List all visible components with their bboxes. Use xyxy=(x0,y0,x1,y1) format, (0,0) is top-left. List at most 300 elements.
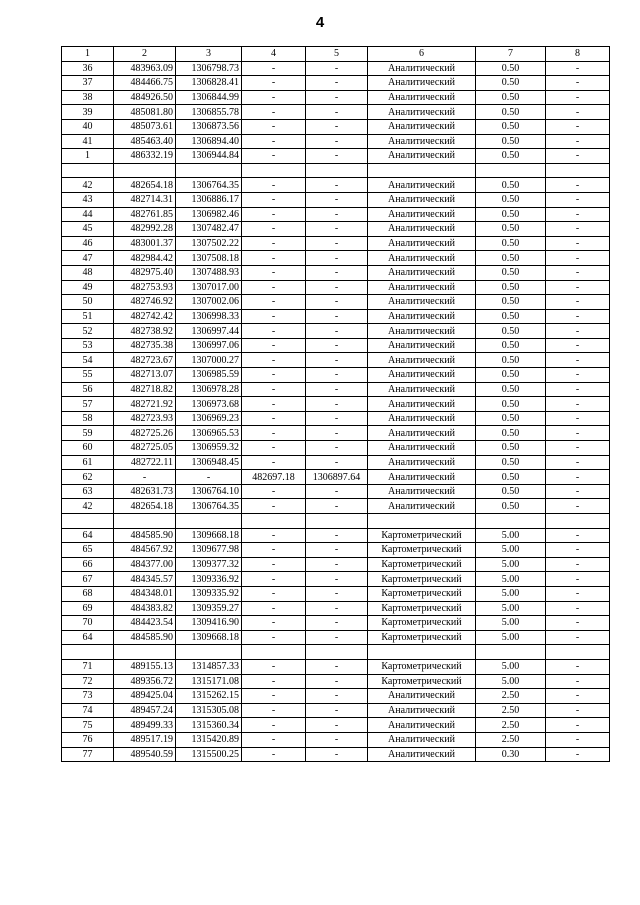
table-row xyxy=(62,572,610,587)
table-cell: 61 xyxy=(62,455,114,470)
header-cell: 4 xyxy=(242,47,306,62)
table-cell: - xyxy=(546,192,610,207)
table-cell: 46 xyxy=(62,236,114,251)
table-cell: - xyxy=(242,178,306,193)
table-cell: 59 xyxy=(62,426,114,441)
table-row xyxy=(62,353,610,368)
table-cell: 484348.01 xyxy=(114,586,176,601)
table-cell: 51 xyxy=(62,309,114,324)
table-cell xyxy=(368,645,476,660)
table-cell: - xyxy=(306,382,368,397)
table-cell: 5.00 xyxy=(476,528,546,543)
table-cell: 1309416.90 xyxy=(176,616,242,631)
table-cell: - xyxy=(546,76,610,91)
table-cell: 0.50 xyxy=(476,470,546,485)
table-cell: 482735.38 xyxy=(114,338,176,353)
table-cell: Аналитический xyxy=(368,280,476,295)
table-cell: 483001.37 xyxy=(114,236,176,251)
header-cell: 5 xyxy=(306,47,368,62)
table-separator-row xyxy=(62,645,610,660)
table-cell: - xyxy=(546,441,610,456)
table-cell: - xyxy=(242,572,306,587)
table-cell: 5.00 xyxy=(476,572,546,587)
table-cell: - xyxy=(546,61,610,76)
table-row xyxy=(62,470,610,485)
table-cell: 52 xyxy=(62,324,114,339)
table-cell: 1306873.56 xyxy=(176,119,242,134)
table-cell: 2.50 xyxy=(476,718,546,733)
table-cell: 0.30 xyxy=(476,747,546,762)
table-cell: 1306764.10 xyxy=(176,484,242,499)
table-row xyxy=(62,586,610,601)
table-row xyxy=(62,484,610,499)
table-cell: 68 xyxy=(62,586,114,601)
table-cell xyxy=(176,645,242,660)
table-cell: 2.50 xyxy=(476,732,546,747)
table-cell: 0.50 xyxy=(476,397,546,412)
table-cell: 42 xyxy=(62,499,114,514)
table-cell: 1309668.18 xyxy=(176,630,242,645)
table-cell: Картометрический xyxy=(368,528,476,543)
table-cell: - xyxy=(546,280,610,295)
table-cell: - xyxy=(176,470,242,485)
table-cell: Аналитический xyxy=(368,236,476,251)
table-cell: 484585.90 xyxy=(114,528,176,543)
table-cell: Аналитический xyxy=(368,499,476,514)
table-cell: 482992.28 xyxy=(114,222,176,237)
table-cell: Аналитический xyxy=(368,732,476,747)
table-cell: 1306978.28 xyxy=(176,382,242,397)
table-cell: 48 xyxy=(62,265,114,280)
table-cell: Аналитический xyxy=(368,689,476,704)
table-row xyxy=(62,309,610,324)
table-cell: Картометрический xyxy=(368,659,476,674)
table-cell: 1315360.34 xyxy=(176,718,242,733)
table-cell: - xyxy=(546,324,610,339)
table-cell: 1306948.45 xyxy=(176,455,242,470)
table-cell: 36 xyxy=(62,61,114,76)
table-cell: 75 xyxy=(62,718,114,733)
table-cell: 70 xyxy=(62,616,114,631)
table-cell: - xyxy=(546,528,610,543)
table-row xyxy=(62,134,610,149)
table-cell: 482975.40 xyxy=(114,265,176,280)
table-cell: Картометрический xyxy=(368,572,476,587)
table-cell: - xyxy=(546,368,610,383)
table-cell: 38 xyxy=(62,90,114,105)
table-cell: 1 xyxy=(62,149,114,164)
table-cell: - xyxy=(114,470,176,485)
table-cell: 55 xyxy=(62,368,114,383)
table-cell: 0.50 xyxy=(476,353,546,368)
table-cell: - xyxy=(306,76,368,91)
table-row xyxy=(62,324,610,339)
table-cell: Аналитический xyxy=(368,134,476,149)
table-cell: 1307002.06 xyxy=(176,295,242,310)
table-cell: - xyxy=(242,105,306,120)
table-cell: Аналитический xyxy=(368,441,476,456)
table-cell: - xyxy=(306,426,368,441)
table-cell: Картометрический xyxy=(368,616,476,631)
table-cell: 0.50 xyxy=(476,251,546,266)
table-cell xyxy=(114,645,176,660)
table-row xyxy=(62,280,610,295)
table-cell xyxy=(62,163,114,178)
table-cell: 2.50 xyxy=(476,689,546,704)
table-cell: - xyxy=(546,689,610,704)
table-cell: 489457.24 xyxy=(114,703,176,718)
table-cell: - xyxy=(242,149,306,164)
table-cell: - xyxy=(306,192,368,207)
table-cell xyxy=(368,163,476,178)
table-cell: - xyxy=(546,236,610,251)
table-cell xyxy=(62,645,114,660)
table-row xyxy=(62,499,610,514)
table-cell: Аналитический xyxy=(368,222,476,237)
table-cell: Аналитический xyxy=(368,149,476,164)
table-cell: 489517.19 xyxy=(114,732,176,747)
table-cell: 482738.92 xyxy=(114,324,176,339)
table-cell: 71 xyxy=(62,659,114,674)
table-cell: - xyxy=(546,674,610,689)
table-cell: - xyxy=(242,689,306,704)
table-cell: 1306997.44 xyxy=(176,324,242,339)
table-cell: 1306764.35 xyxy=(176,499,242,514)
table-cell: - xyxy=(242,324,306,339)
table-cell: 72 xyxy=(62,674,114,689)
table-cell: 1309336.92 xyxy=(176,572,242,587)
table-row xyxy=(62,397,610,412)
table-row xyxy=(62,557,610,572)
table-row xyxy=(62,703,610,718)
table-row xyxy=(62,149,610,164)
table-cell: - xyxy=(546,601,610,616)
table-cell: Аналитический xyxy=(368,192,476,207)
table-row xyxy=(62,659,610,674)
table-cell: - xyxy=(306,441,368,456)
table-cell: Аналитический xyxy=(368,76,476,91)
table-cell xyxy=(476,514,546,529)
table-cell xyxy=(114,163,176,178)
table-cell: 1307017.00 xyxy=(176,280,242,295)
table-cell: Аналитический xyxy=(368,382,476,397)
table-cell: - xyxy=(306,732,368,747)
table-cell xyxy=(546,163,610,178)
table-row xyxy=(62,61,610,76)
table-cell xyxy=(306,163,368,178)
table-cell: - xyxy=(546,222,610,237)
table-cell: 1309677.98 xyxy=(176,543,242,558)
table-row xyxy=(62,178,610,193)
table-cell: 64 xyxy=(62,528,114,543)
page-number: 4 xyxy=(315,14,325,31)
table-cell: - xyxy=(242,586,306,601)
table-cell: 484423.54 xyxy=(114,616,176,631)
table-cell: 484567.92 xyxy=(114,543,176,558)
table-cell: 1306764.35 xyxy=(176,178,242,193)
table-row xyxy=(62,601,610,616)
table-row xyxy=(62,368,610,383)
table-cell: - xyxy=(306,353,368,368)
table-cell: - xyxy=(306,747,368,762)
table-row xyxy=(62,265,610,280)
table-cell: 489499.33 xyxy=(114,718,176,733)
table-cell: - xyxy=(242,251,306,266)
table-cell xyxy=(476,645,546,660)
table-cell xyxy=(242,645,306,660)
table-cell: 489155.13 xyxy=(114,659,176,674)
table-cell: 1306886.17 xyxy=(176,192,242,207)
table-cell: - xyxy=(546,265,610,280)
table-cell: - xyxy=(242,718,306,733)
table-cell: - xyxy=(306,455,368,470)
table-cell: 1306798.73 xyxy=(176,61,242,76)
table-cell: - xyxy=(306,149,368,164)
table-cell: Аналитический xyxy=(368,411,476,426)
table-row xyxy=(62,718,610,733)
table-cell: - xyxy=(306,703,368,718)
table-cell: - xyxy=(306,105,368,120)
table-row xyxy=(62,222,610,237)
table-cell: - xyxy=(242,703,306,718)
table-cell: 73 xyxy=(62,689,114,704)
table-cell: 482713.07 xyxy=(114,368,176,383)
table-cell: - xyxy=(306,222,368,237)
table-cell xyxy=(546,645,610,660)
table-cell: - xyxy=(306,61,368,76)
table-cell: - xyxy=(306,630,368,645)
table-cell: - xyxy=(242,353,306,368)
table-cell: Аналитический xyxy=(368,397,476,412)
table-cell: 0.50 xyxy=(476,382,546,397)
table-cell: - xyxy=(546,207,610,222)
table-cell: 484345.57 xyxy=(114,572,176,587)
table-cell: 5.00 xyxy=(476,543,546,558)
table-cell: 1307488.93 xyxy=(176,265,242,280)
table-cell xyxy=(306,514,368,529)
table-row xyxy=(62,441,610,456)
table-cell: - xyxy=(306,499,368,514)
table-cell: - xyxy=(242,61,306,76)
table-cell: - xyxy=(242,397,306,412)
table-cell: 1315500.25 xyxy=(176,747,242,762)
table-cell: - xyxy=(242,382,306,397)
table-cell: 0.50 xyxy=(476,309,546,324)
table-cell: - xyxy=(546,90,610,105)
table-cell: 0.50 xyxy=(476,119,546,134)
table-cell: 482725.05 xyxy=(114,441,176,456)
table-cell: - xyxy=(306,324,368,339)
table-cell: - xyxy=(306,295,368,310)
table-cell: Аналитический xyxy=(368,251,476,266)
table-cell: 0.50 xyxy=(476,426,546,441)
table-cell: Картометрический xyxy=(368,557,476,572)
table-cell: - xyxy=(546,426,610,441)
table-cell: - xyxy=(242,484,306,499)
table-cell: 57 xyxy=(62,397,114,412)
table-cell: 484926.50 xyxy=(114,90,176,105)
table-cell xyxy=(546,514,610,529)
header-cell: 8 xyxy=(546,47,610,62)
table-cell: 64 xyxy=(62,630,114,645)
table-row xyxy=(62,236,610,251)
table-cell: 1307000.27 xyxy=(176,353,242,368)
table-cell: - xyxy=(546,455,610,470)
table-cell: 0.50 xyxy=(476,90,546,105)
table-cell: 2.50 xyxy=(476,703,546,718)
table-cell: - xyxy=(546,586,610,601)
coordinates-table xyxy=(61,46,610,762)
table-cell: 1309377.32 xyxy=(176,557,242,572)
header-cell: 1 xyxy=(62,47,114,62)
table-cell: 1306969.23 xyxy=(176,411,242,426)
table-cell: Картометрический xyxy=(368,586,476,601)
table-cell xyxy=(306,645,368,660)
table-row xyxy=(62,689,610,704)
table-cell: - xyxy=(306,309,368,324)
table-cell: - xyxy=(306,280,368,295)
table-cell: - xyxy=(546,616,610,631)
table-cell: - xyxy=(242,732,306,747)
table-cell: - xyxy=(546,543,610,558)
table-cell: 0.50 xyxy=(476,134,546,149)
table-cell: 5.00 xyxy=(476,674,546,689)
table-row xyxy=(62,207,610,222)
table-cell: 37 xyxy=(62,76,114,91)
table-cell: 63 xyxy=(62,484,114,499)
table-cell: 0.50 xyxy=(476,324,546,339)
table-cell: 49 xyxy=(62,280,114,295)
table-cell: 483963.09 xyxy=(114,61,176,76)
table-cell: 41 xyxy=(62,134,114,149)
table-cell: - xyxy=(306,718,368,733)
table-row xyxy=(62,119,610,134)
table-cell: - xyxy=(242,207,306,222)
table-cell: - xyxy=(242,441,306,456)
table-cell: 1315420.89 xyxy=(176,732,242,747)
table-row xyxy=(62,630,610,645)
table-cell: Картометрический xyxy=(368,601,476,616)
table-cell: 489540.59 xyxy=(114,747,176,762)
table-cell: - xyxy=(546,747,610,762)
table-cell: 0.50 xyxy=(476,207,546,222)
table-cell: 1306973.68 xyxy=(176,397,242,412)
table-cell: 485463.40 xyxy=(114,134,176,149)
table-cell: 489425.04 xyxy=(114,689,176,704)
table-cell: 1306965.53 xyxy=(176,426,242,441)
table-row xyxy=(62,295,610,310)
table-cell xyxy=(242,163,306,178)
table-cell: 1307508.18 xyxy=(176,251,242,266)
table-cell: 53 xyxy=(62,338,114,353)
table-cell: - xyxy=(546,703,610,718)
table-cell: - xyxy=(546,557,610,572)
table-cell: 50 xyxy=(62,295,114,310)
table-cell: - xyxy=(242,499,306,514)
header-cell: 7 xyxy=(476,47,546,62)
table-cell: 484377.00 xyxy=(114,557,176,572)
table-cell: 0.50 xyxy=(476,368,546,383)
table-cell: - xyxy=(242,119,306,134)
table-cell: - xyxy=(306,338,368,353)
table-cell: 1315262.15 xyxy=(176,689,242,704)
table-cell: - xyxy=(306,484,368,499)
table-cell: Картометрический xyxy=(368,674,476,689)
table-cell: - xyxy=(546,338,610,353)
table-cell: Аналитический xyxy=(368,309,476,324)
table-cell: - xyxy=(546,382,610,397)
table-cell: 1306894.40 xyxy=(176,134,242,149)
table-cell: - xyxy=(306,207,368,222)
table-cell: 1306844.99 xyxy=(176,90,242,105)
table-cell: 482718.82 xyxy=(114,382,176,397)
table-row xyxy=(62,192,610,207)
table-cell: 39 xyxy=(62,105,114,120)
table-cell: - xyxy=(306,586,368,601)
table-cell: Картометрический xyxy=(368,543,476,558)
table-cell: 5.00 xyxy=(476,616,546,631)
table-cell: Аналитический xyxy=(368,703,476,718)
table-row xyxy=(62,674,610,689)
table-cell: 482697.18 xyxy=(242,470,306,485)
table-cell: - xyxy=(306,251,368,266)
table-cell xyxy=(476,163,546,178)
table-cell: - xyxy=(242,309,306,324)
table-row xyxy=(62,411,610,426)
table-cell: 66 xyxy=(62,557,114,572)
table-cell: Аналитический xyxy=(368,747,476,762)
table-cell: Аналитический xyxy=(368,119,476,134)
table-cell: - xyxy=(242,747,306,762)
table-cell: 482723.67 xyxy=(114,353,176,368)
table-cell: 0.50 xyxy=(476,149,546,164)
table-cell: - xyxy=(242,528,306,543)
table-cell: - xyxy=(242,134,306,149)
table-cell: 69 xyxy=(62,601,114,616)
table-cell: 482722.11 xyxy=(114,455,176,470)
table-cell: 5.00 xyxy=(476,630,546,645)
table-cell: - xyxy=(546,411,610,426)
table-cell: 0.50 xyxy=(476,236,546,251)
table-cell: - xyxy=(242,265,306,280)
header-cell: 3 xyxy=(176,47,242,62)
table-cell: - xyxy=(242,630,306,645)
table-cell: 1306944.84 xyxy=(176,149,242,164)
table-cell: Аналитический xyxy=(368,484,476,499)
table-cell: 0.50 xyxy=(476,222,546,237)
table-cell: 56 xyxy=(62,382,114,397)
table-cell: 482746.92 xyxy=(114,295,176,310)
table-cell: 5.00 xyxy=(476,557,546,572)
table-row xyxy=(62,732,610,747)
table-cell: 1307502.22 xyxy=(176,236,242,251)
table-row xyxy=(62,528,610,543)
table-cell: 485081.80 xyxy=(114,105,176,120)
table-cell: - xyxy=(306,674,368,689)
table-cell: - xyxy=(546,659,610,674)
table-cell: - xyxy=(546,630,610,645)
table-cell: - xyxy=(546,353,610,368)
table-cell xyxy=(368,514,476,529)
table-cell: 485073.61 xyxy=(114,119,176,134)
table-header-row xyxy=(62,47,610,62)
table-cell: Аналитический xyxy=(368,455,476,470)
table-cell xyxy=(62,514,114,529)
table-cell: 40 xyxy=(62,119,114,134)
table-cell: 482761.85 xyxy=(114,207,176,222)
table-cell: Картометрический xyxy=(368,630,476,645)
table-cell: - xyxy=(242,601,306,616)
